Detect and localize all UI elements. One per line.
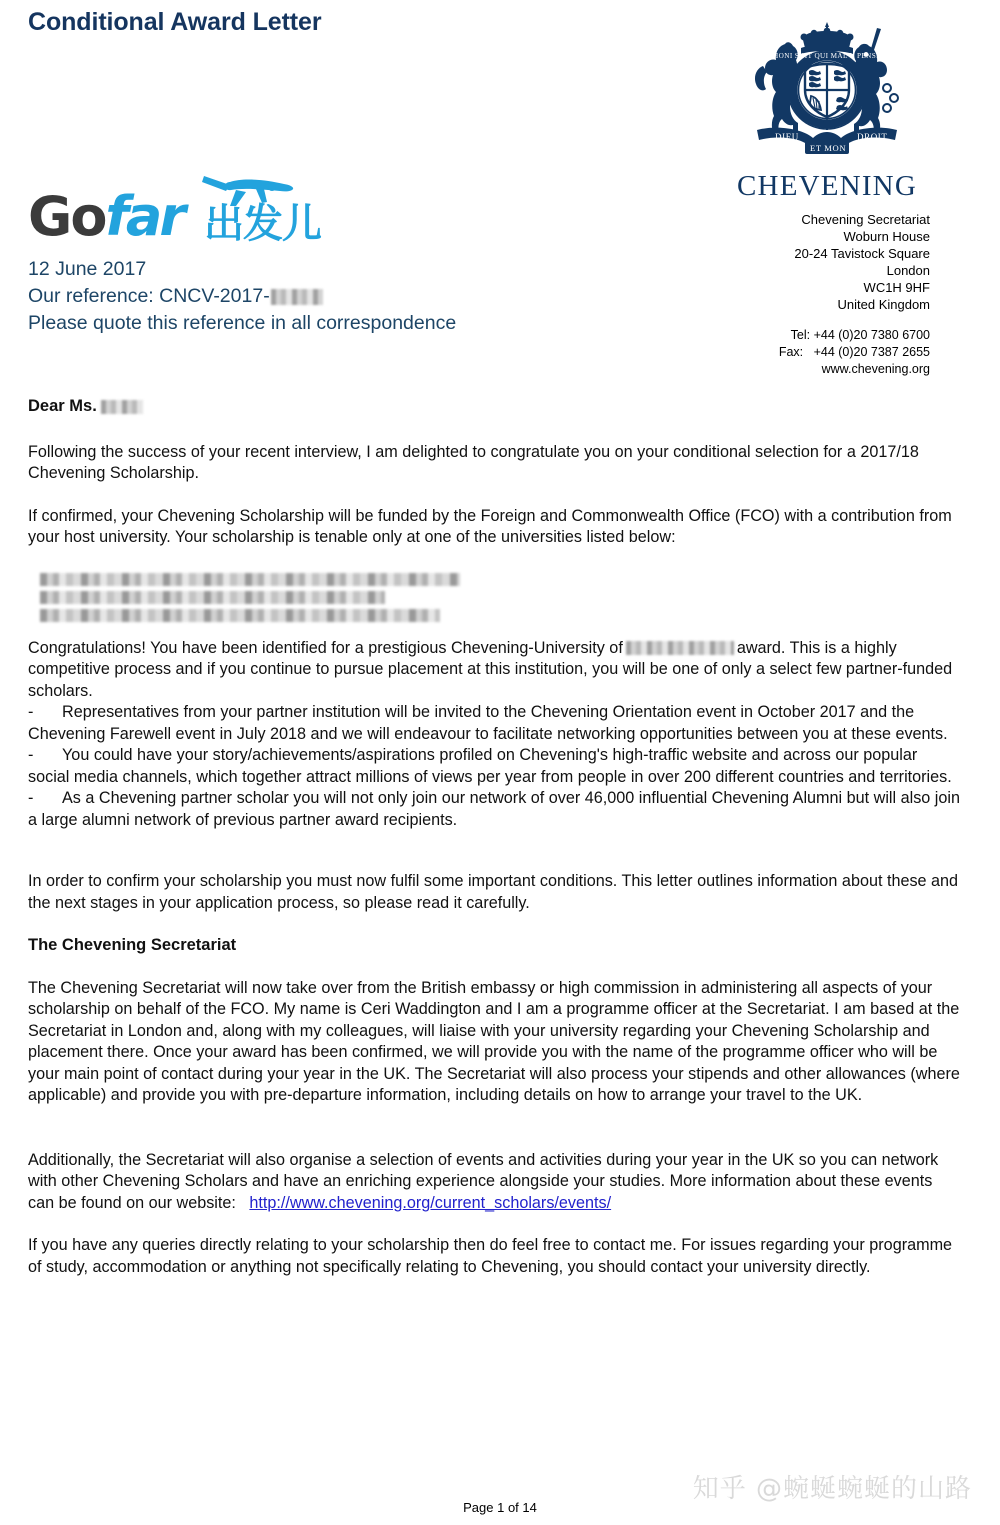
letter-body xyxy=(28,396,960,1299)
paragraph-congratulations xyxy=(28,638,960,703)
gofar-far-text: far xyxy=(105,185,183,248)
address-line: Woburn House xyxy=(843,229,930,244)
reference-number-line xyxy=(28,283,456,310)
gofar-wordmark xyxy=(28,185,183,248)
events-website-link[interactable]: http://www.chevening.org/current_scholars/events/ xyxy=(249,1193,612,1212)
paragraph-funding: If confirmed, your Chevening Scholarship will be funded by the Foreign and Commonwealth Office (FCO) with a contribution from your host university. Your scholarship is tenable only at one of the universities listed below: xyxy=(28,506,952,546)
bullet-text: As a Chevening partner scholar you will not only join our network of over 46,000 influential Chevening Alumni but will also join a large alumni network of previous partner award recipients. xyxy=(28,789,961,829)
bullet-text: You could have your story/achievements/aspirations profiled on Chevening's high-traffic website and across our popular social media channels, which together attract millions of views per year from people in over 200 different countries and territories. xyxy=(28,746,952,786)
bullet-item xyxy=(28,745,960,788)
gofar-go-text: Go xyxy=(28,185,106,248)
svg-text:DIEU: DIEU xyxy=(775,132,799,142)
chevening-wordmark: CHEVENING xyxy=(737,170,917,202)
congrats-text-after: award. This is a highly competitive process and if you continue to pursue placement at this institution, you will be one of only a select few partner-funded scholars. xyxy=(28,638,953,700)
website-line: www.chevening.org xyxy=(821,362,930,376)
address-line: Chevening Secretariat xyxy=(801,212,930,227)
telephone-label: Tel: xyxy=(790,328,811,342)
bullet-item xyxy=(28,788,960,831)
redacted-recipient-name xyxy=(101,400,143,414)
congrats-text-before: Congratulations! You have been identified for a prestigious Chevening-University of xyxy=(28,638,623,657)
paragraph-events xyxy=(28,1150,960,1215)
redacted-university-name xyxy=(626,641,734,655)
telephone-value: +44 (0)20 7380 6700 xyxy=(813,328,930,342)
spacer xyxy=(28,1128,960,1150)
page-title: Conditional Award Letter xyxy=(28,8,322,36)
gofar-logo xyxy=(28,166,321,250)
address-line: United Kingdom xyxy=(837,297,930,312)
events-text: Additionally, the Secretariat will also organise a selection of events and activities during your year in the UK so you can network with other Chevening Scholars and have an enriching experience alongside your studies. More information about these events can be found on our website: xyxy=(28,1150,939,1212)
reference-quote-note: Please quote this reference in all correspondence xyxy=(28,312,457,334)
paragraph-intro: Following the success of your recent interview, I am delighted to congratulate you on your conditional selection for a 2017/18 Chevening Scholarship. xyxy=(28,442,919,482)
address-line: London xyxy=(886,263,930,278)
bullet-item xyxy=(28,702,960,745)
redacted-university-line xyxy=(40,609,440,622)
bullet-dash: - xyxy=(28,746,34,764)
royal-coat-of-arms-icon xyxy=(727,18,927,168)
bullet-text: Representatives from your partner institution will be invited to the Chevening Orientation event in October 2017 and the Chevening Farewell event in July 2018 and we will endeavour to facilitate networking opportunities between you at these events. xyxy=(28,703,948,743)
redacted-university-line xyxy=(40,591,385,604)
chevening-address xyxy=(722,211,932,313)
fax-label: Fax: xyxy=(778,345,804,359)
redacted-university-list xyxy=(28,573,960,622)
bullet-dash: - xyxy=(28,789,34,807)
letter-date: 12 June 2017 xyxy=(28,258,147,280)
svg-text:DROIT: DROIT xyxy=(857,132,888,142)
section-heading-secretariat: The Chevening Secretariat xyxy=(28,936,237,954)
chevening-letterhead xyxy=(722,18,932,378)
paragraph-secretariat-details: The Chevening Secretariat will now take over from the British embassy or high commission in administering all aspects of your scholarship on behalf of the FCO. My name is Ceri Waddington and I am a programme officer at the Secretariat. I am based at the Secretariat in London and, along with my colleagues, will liaise with your university regarding your Chevening Scholarship and placement there. Once your award has been confirmed, we will provide you with the name of the programme officer who will be your main point of contact during your year in the UK. The Secretariat will also process your stipends and other allowances (where applicable) and provide you with pre-departure information, including details on how to arrange your travel to the UK. xyxy=(28,978,960,1104)
address-line: 20-24 Tavistock Square xyxy=(794,246,930,261)
paragraph-conditions: In order to confirm your scholarship you must now fulfil some important conditions. This letter outlines information about these and the next stages in your application process, so please read it carefully. xyxy=(28,872,959,912)
chevening-contact xyxy=(722,327,932,378)
svg-text:ET MON: ET MON xyxy=(810,143,847,153)
page-footer: Page 1 of 14 xyxy=(463,1500,537,1515)
redacted-university-line xyxy=(40,573,460,586)
svg-text:HONI SOIT QUI MAL Y PENSE: HONI SOIT QUI MAL Y PENSE xyxy=(773,52,881,60)
redacted-reference-suffix xyxy=(271,289,323,305)
fax-value: +44 (0)20 7387 2655 xyxy=(813,345,930,359)
gofar-chinese-text: 出发儿 xyxy=(204,201,321,247)
zhihu-watermark: 知乎 @蜿蜒蜿蜒的山路 xyxy=(692,1474,972,1504)
spacer xyxy=(28,831,960,871)
benefits-bullet-list xyxy=(28,702,960,831)
reference-label: Our reference: CNCV-2017- xyxy=(28,285,270,307)
reference-block xyxy=(28,256,456,337)
bullet-dash: - xyxy=(28,703,34,721)
address-line: WC1H 9HF xyxy=(863,280,930,295)
salutation xyxy=(28,396,960,418)
telephone-line xyxy=(722,327,930,344)
paragraph-queries: If you have any queries directly relating to your scholarship then do feel free to contact me. For issues regarding your programme of study, accommodation or anything not specifically relating to Chevening, you should contact your university directly. xyxy=(28,1236,953,1276)
fax-line xyxy=(722,344,930,361)
salutation-text: Dear Ms. xyxy=(28,397,97,415)
